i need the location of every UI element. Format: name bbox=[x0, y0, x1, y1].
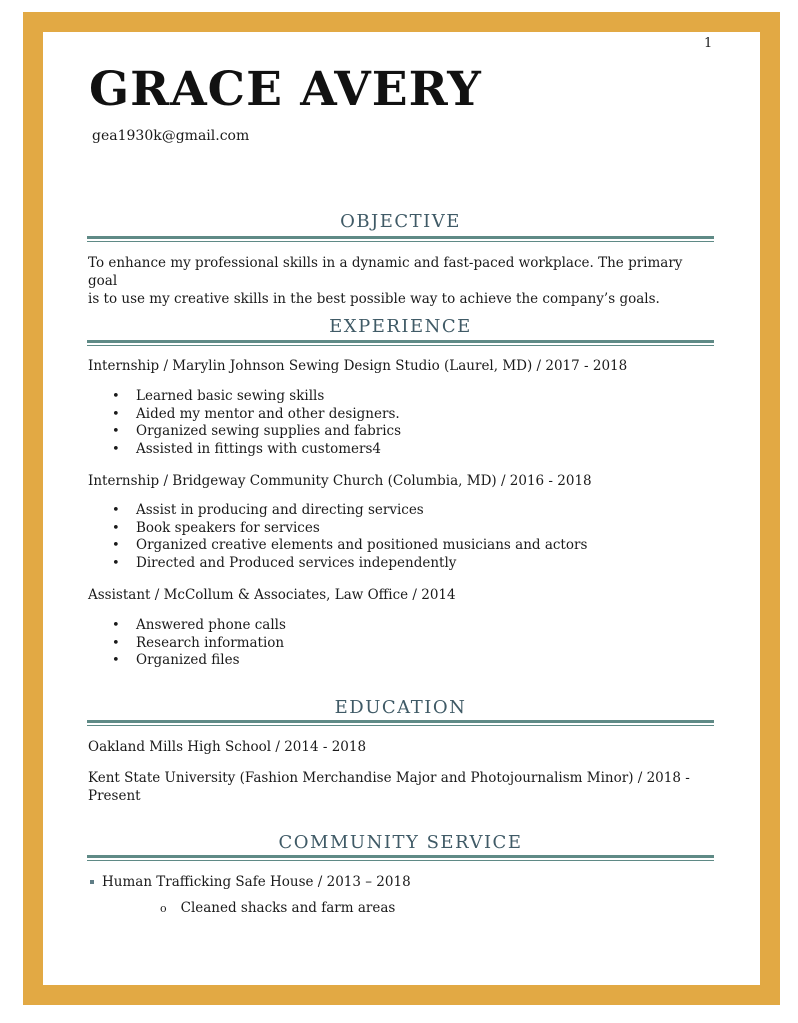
education-rule bbox=[87, 720, 714, 726]
job-duties-list bbox=[110, 388, 401, 459]
list-item: o Cleaned shacks and farm areas bbox=[160, 900, 396, 916]
list-item: • Organized creative elements and positioned musicians and actors bbox=[112, 537, 588, 554]
list-item: • Organized files bbox=[112, 652, 240, 669]
list-item: • Book speakers for services bbox=[112, 519, 320, 536]
applicant-name: GRACE AVERY bbox=[89, 62, 482, 117]
objective-line-2: is to use my creative skills in the best possible way to achieve the company’s goals. bbox=[88, 291, 660, 307]
job-title: Internship / Marylin Johnson Sewing Design Studio (Laurel, MD) / 2017 - 2018 bbox=[88, 358, 628, 374]
contact-email[interactable]: gea1930k@gmail.com bbox=[92, 128, 250, 144]
community-service-heading: COMMUNITY SERVICE bbox=[278, 832, 523, 853]
list-item: • Assisted in fittings with customers4 bbox=[112, 441, 382, 458]
list-item: • Directed and Produced services independently bbox=[112, 555, 457, 572]
job-title: Internship / Bridgeway Community Church (Columbia, MD) / 2016 - 2018 bbox=[88, 473, 592, 489]
circle-bullet-icon: o bbox=[160, 902, 167, 915]
experience-heading: EXPERIENCE bbox=[329, 316, 472, 337]
education-entry: Kent State University (Fashion Merchandise Major and Photojournalism Minor) / 2018 - Present bbox=[88, 770, 690, 804]
list-item: • Aided my mentor and other designers. bbox=[112, 405, 400, 422]
objective-line-1: To enhance my professional skills in a dynamic and fast-paced workplace. The primary goal bbox=[88, 255, 683, 289]
list-item: • Assist in producing and directing services bbox=[112, 502, 424, 518]
job-title: Assistant / McCollum & Associates, Law Office / 2014 bbox=[88, 587, 456, 603]
community-service-rule bbox=[87, 855, 714, 861]
experience-rule bbox=[87, 340, 714, 346]
list-item: • Answered phone calls bbox=[112, 617, 286, 633]
list-item: Human Trafficking Safe House / 2013 – 2018 bbox=[88, 874, 411, 890]
objective-rule bbox=[87, 236, 714, 242]
list-item: • Research information bbox=[112, 634, 285, 651]
objective-heading: OBJECTIVE bbox=[340, 211, 461, 232]
square-bullet-icon bbox=[90, 880, 94, 884]
objective-text bbox=[88, 254, 713, 308]
list-item: • Learned basic sewing skills bbox=[112, 388, 325, 404]
list-item: • Organized sewing supplies and fabrics bbox=[112, 423, 402, 440]
job-duties-list bbox=[110, 617, 286, 670]
education-entry: Oakland Mills High School / 2014 - 2018 bbox=[88, 739, 367, 755]
page-number: 1 bbox=[704, 36, 713, 51]
job-duties-list bbox=[110, 502, 587, 573]
education-heading: EDUCATION bbox=[334, 697, 467, 718]
